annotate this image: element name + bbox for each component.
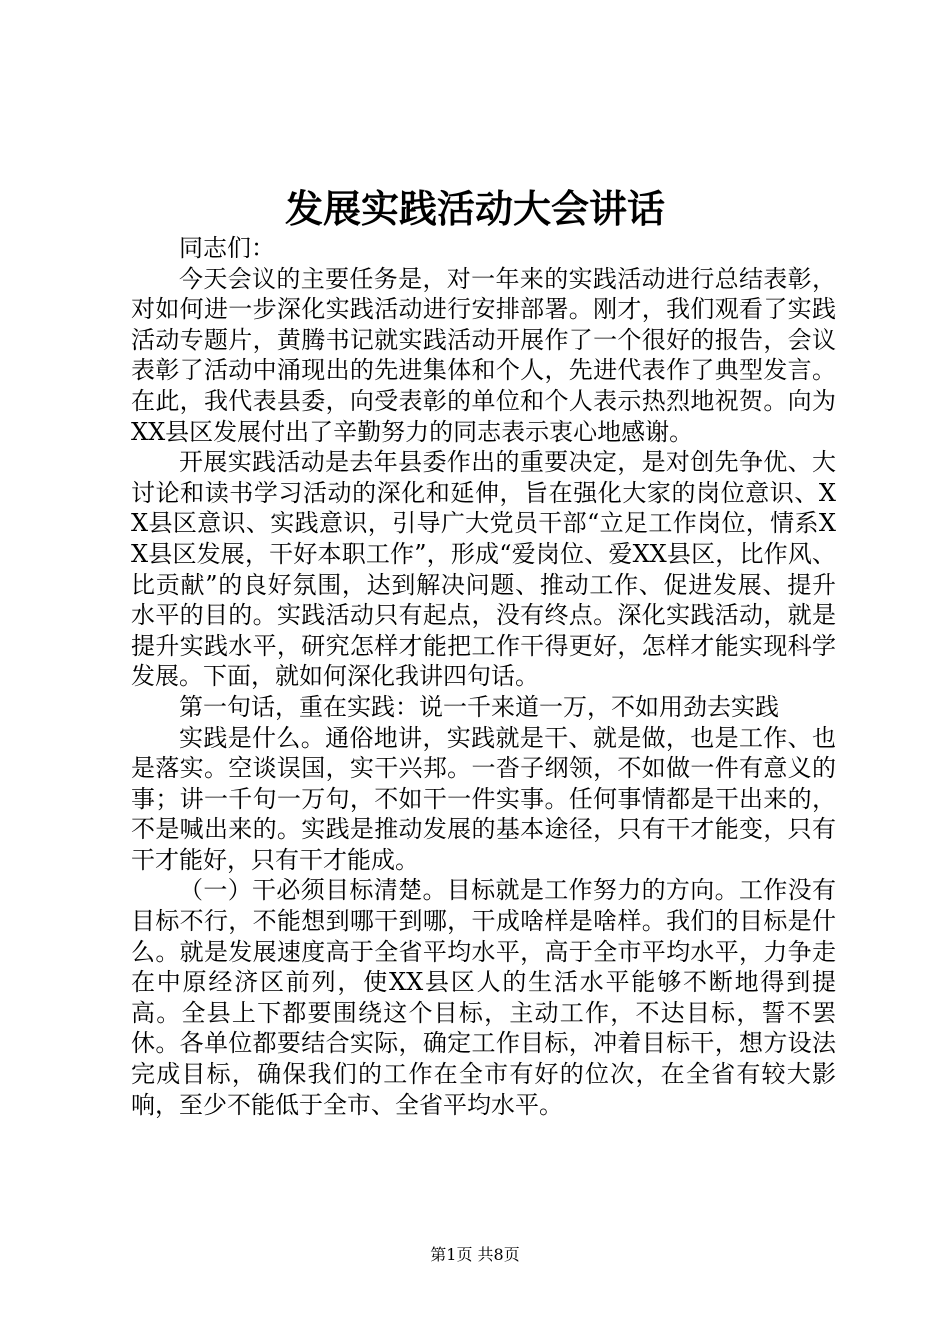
page-footer: [0, 1244, 950, 1266]
document-body: [131, 233, 836, 1120]
body-paragraph: 开展实践活动是去年县委作出的重要决定，是对创先争优、大讨论和读书学习活动的深化和延伸，旨在强化大家的岗位意识、XX县区意识、实践意识，引导广大党员干部“立足工作岗位，情系XX县区发展，干好本职工作”，形成“爱岗位、爱XX县区，比作风、比贡献”的良好氛围，达到解决问题、推动工作、促进发展、提升水平的目的。实践活动只有起点，没有终点。深化实践活动，就是提升实践水平，研究怎样才能把工作干得更好，怎样才能实现科学发展。下面，就如何深化我讲四句话。: [131, 448, 836, 691]
body-paragraph: 实践是什么。通俗地讲，实践就是干、就是做，也是工作、也是落实。空谈误国，实干兴邦。一沓子纲领，不如做一件有意义的事；讲一千句一万句，不如干一件实事。任何事情都是干出来的，不是喊出来的。实践是推动发展的基本途径，只有干才能变，只有干才能好，只有干才能成。: [131, 723, 836, 874]
section-heading: 第一句话，重在实践：说一千来道一万，不如用劲去实践: [179, 692, 779, 721]
body-paragraph: （一）干必须目标清楚。目标就是工作努力的方向。工作没有目标不行，不能想到哪干到哪，干成啥样是啥样。我们的目标是什么。就是发展速度高于全省平均水平，高于全市平均水平，力争走在中原经济区前列，使XX县区人的生活水平能够不断地得到提高。全县上下都要围绕这个目标，主动工作，不达目标，誓不罢休。各单位都要结合实际，确定工作目标，冲着目标干，想方设法完成目标，确保我们的工作在全市有好的位次，在全省有较大影响，至少不能低于全市、全省平均水平。: [131, 876, 836, 1119]
body-paragraph: 今天会议的主要任务是，对一年来的实践活动进行总结表彰，对如何进一步深化实践活动进行安排部署。刚才，我们观看了实践活动专题片，黄腾书记就实践活动开展作了一个很好的报告，会议表彰了活动中涌现出的先进集体和个人，先进代表作了典型发言。在此，我代表县委，向受表彰的单位和个人表示热烈地祝贺。向为XX县区发展付出了辛勤努力的同志表示衷心地感谢。: [131, 264, 836, 446]
salutation-paragraph: 同志们：: [179, 234, 275, 262]
document-title: 发展实践活动大会讲话: [284, 187, 665, 231]
page-number: 第1页 共8页: [430, 1245, 520, 1264]
